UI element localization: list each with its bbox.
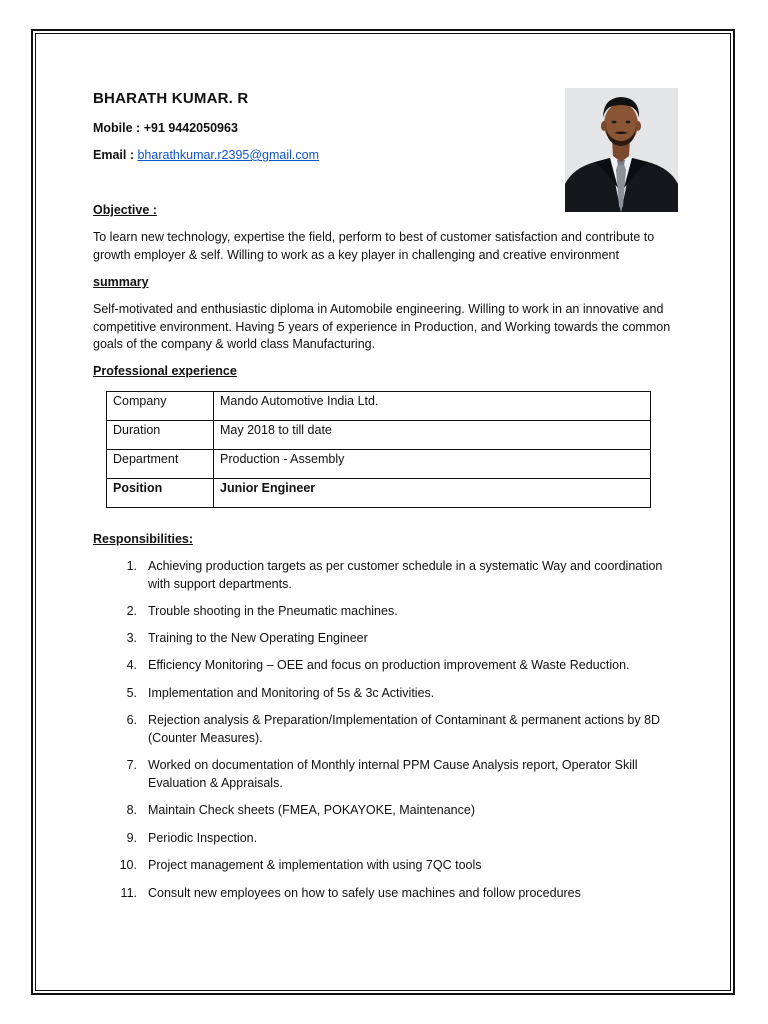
list-item-number: 11. — [120, 886, 137, 900]
list-item-text: Rejection analysis & Preparation/Implementation of Contaminant & permanent actions by 8D (Counter Measures). — [148, 713, 661, 745]
list-item-text: Consult new employees on how to safely use machines and follow procedures — [148, 886, 581, 900]
email-link[interactable]: bharathkumar.r2395@gmail.com — [137, 148, 319, 162]
list-item-text: Trouble shooting in the Pneumatic machines. — [148, 604, 398, 618]
list-item-text: Training to the New Operating Engineer — [148, 631, 368, 645]
mobile-label: Mobile : — [93, 121, 144, 135]
table-cell-label: Company — [107, 392, 214, 421]
list-item-number: 9. — [126, 831, 137, 845]
table-row — [107, 450, 651, 479]
list-item-text: Maintain Check sheets (FMEA, POKAYOKE, Maintenance) — [148, 803, 475, 817]
objective-text: To learn new technology, expertise the field, perform to best of customer satisfaction and contribute to growth employer & self. Willing to work as a key player in challenging and creative environment — [93, 230, 655, 262]
list-item-number: 8. — [126, 803, 137, 817]
list-item-text: Implementation and Monitoring of 5s & 3c Activities. — [148, 686, 435, 700]
list-item-text: Achieving production targets as per customer schedule in a systematic Way and coordination with support departments. — [148, 559, 663, 591]
experience-heading: Professional experience — [93, 364, 237, 378]
list-item-number: 2. — [126, 604, 137, 618]
list-item-number: 3. — [126, 631, 137, 645]
table-row — [107, 421, 651, 450]
table-cell-label: Department — [107, 450, 214, 479]
table-cell-label: Duration — [107, 421, 214, 450]
table-row — [107, 392, 651, 421]
mobile-number: +91 9442050963 — [143, 121, 238, 135]
experience-table — [106, 391, 651, 508]
list-item-text: Periodic Inspection. — [148, 831, 258, 845]
profile-photo-illustration — [565, 88, 678, 212]
list-item-number: 1. — [126, 559, 137, 573]
table-cell-value: May 2018 to till date — [214, 421, 651, 450]
table-cell-value: Mando Automotive India Ltd. — [214, 392, 651, 421]
list-item-text: Efficiency Monitoring – OEE and focus on production improvement & Waste Reduction. — [148, 658, 630, 672]
responsibilities-heading: Responsibilities: — [93, 532, 194, 546]
summary-heading: summary — [93, 275, 149, 289]
list-item-number: 4. — [126, 658, 137, 672]
email-label: Email : — [93, 148, 138, 162]
list-item-number: 10. — [119, 858, 137, 872]
table-row — [107, 479, 651, 508]
mobile-line — [93, 121, 238, 135]
list-item-number: 7. — [126, 758, 137, 772]
list-item-text: Worked on documentation of Monthly internal PPM Cause Analysis report, Operator Skill Evaluation & Appraisals. — [148, 758, 638, 790]
email-line — [93, 148, 319, 162]
list-item-text: Project management & implementation with using 7QC tools — [148, 858, 482, 872]
candidate-name: BHARATH KUMAR. R — [93, 90, 249, 107]
summary-text: Self-motivated and enthusiastic diploma in Automobile engineering. Willing to work in an innovative and competitive environment. Having 5 years of experience in Production, and Working towards the common goals of the company & world class Manufacturing. — [93, 302, 671, 351]
profile-photo — [565, 88, 678, 212]
objective-heading: Objective : — [93, 203, 157, 217]
table-cell-value: Junior Engineer — [214, 479, 651, 508]
table-cell-value: Production - Assembly — [214, 450, 651, 479]
list-item-number: 5. — [126, 686, 137, 700]
list-item-number: 6. — [126, 713, 137, 727]
table-cell-label: Position — [107, 479, 214, 508]
